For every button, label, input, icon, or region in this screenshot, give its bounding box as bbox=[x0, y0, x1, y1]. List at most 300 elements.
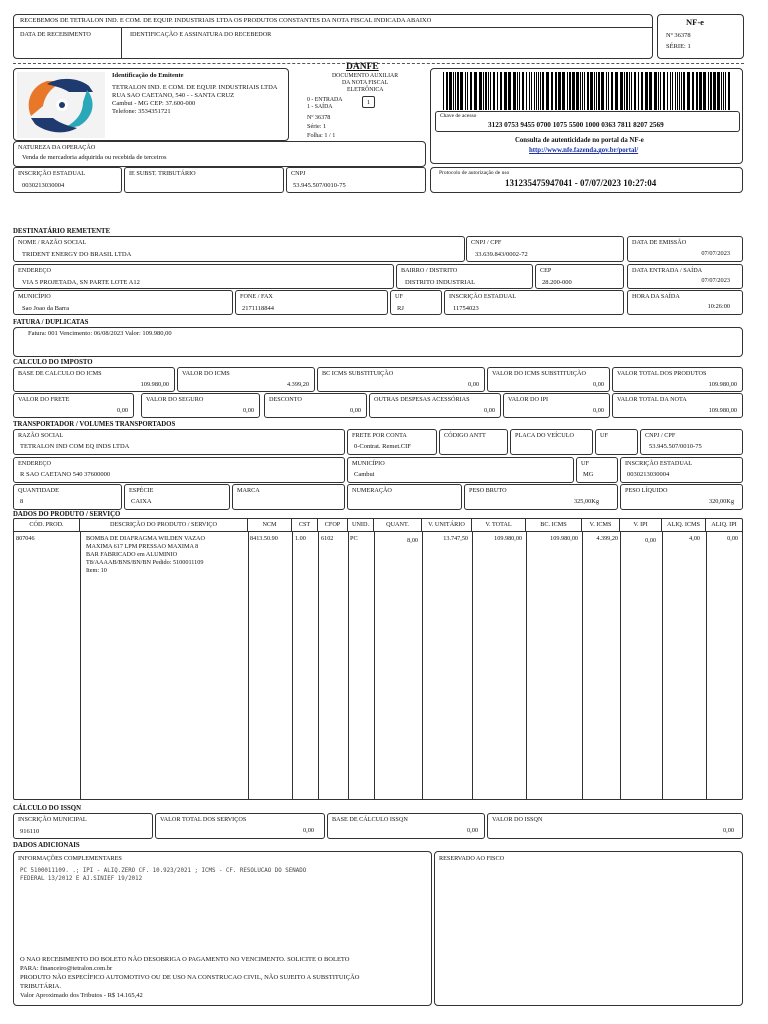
tr-qtd-cell bbox=[13, 484, 122, 510]
row-aliqipi: 0,00 bbox=[727, 535, 738, 542]
barcode-bar bbox=[696, 72, 698, 110]
imp-ipi-cell bbox=[503, 393, 610, 418]
emit-cnpj-value: 53.945.507/0010-75 bbox=[293, 182, 346, 189]
danfe-sub1: DOCUMENTO AUXILIAR bbox=[332, 73, 399, 79]
imp-frete-label: VALOR DO FRETE bbox=[18, 396, 70, 403]
canhoto-nfe: NF-e bbox=[686, 17, 704, 27]
tr-cnpj-label: CNPJ / CPF bbox=[645, 432, 676, 439]
dest-uf-cell bbox=[390, 290, 442, 315]
dest-nome-cell bbox=[13, 236, 465, 262]
issqn-section: CÁLCULO DO ISSQN bbox=[13, 805, 81, 812]
barcode-bar bbox=[536, 72, 537, 110]
tr-uf2-cell bbox=[576, 457, 618, 483]
barcode bbox=[441, 72, 733, 110]
imp-outras-cell bbox=[369, 393, 501, 418]
tr-uf2-value: MG bbox=[583, 471, 594, 478]
imposto-section: CALCULO DO IMPOSTO bbox=[13, 359, 93, 366]
row-desc-1: BOMBA DE DIAFRAGMA WILDEN VAZAO bbox=[86, 535, 205, 542]
barcode-bar bbox=[582, 72, 583, 110]
dest-ie-value: 11754023 bbox=[453, 305, 479, 312]
dest-emissao-cell bbox=[627, 236, 743, 262]
barcode-bar bbox=[534, 72, 535, 110]
imp-seguro-cell bbox=[141, 393, 260, 418]
barcode-bar bbox=[538, 72, 539, 110]
dest-hora-label: HORA DA SAÍDA bbox=[632, 293, 680, 300]
barcode-bar bbox=[624, 72, 625, 110]
imp-base-value: 109.980,00 bbox=[140, 381, 169, 389]
barcode-bar bbox=[626, 72, 628, 110]
row-desc-5: Item: 10 bbox=[86, 567, 107, 574]
row-vipi: 0,00 bbox=[645, 537, 656, 544]
barcode-bar bbox=[728, 72, 730, 110]
imp-outras-value: 0,00 bbox=[483, 407, 495, 415]
chave-box bbox=[435, 111, 740, 132]
danfe-sub2: DA NOTA FISCAL bbox=[342, 80, 389, 86]
issqn-servicos-label: VALOR TOTAL DOS SERVIÇOS bbox=[160, 816, 247, 823]
barcode-bar bbox=[649, 72, 652, 110]
fisco-box bbox=[434, 851, 743, 1006]
dest-nome-value: TRIDENT ENERGY DO BRASIL LTDA bbox=[22, 251, 132, 258]
barcode-bar bbox=[526, 72, 527, 110]
info-complementar-label: INFORMAÇÕES COMPLEMENTARES bbox=[18, 855, 122, 862]
barcode-bar bbox=[497, 72, 498, 110]
barcode-bar bbox=[504, 72, 507, 110]
info-line-1: O NAO RECEBIMENTO DO BOLETO NÃO DESOBRIGA O PAGAMENTO NO VENCIMENTO. SOLICITE O BOLETO bbox=[20, 956, 350, 963]
emitente-phone: Telefone: 3534351721 bbox=[112, 108, 171, 115]
dest-municipio-label: MUNICÍPIO bbox=[18, 293, 51, 300]
dest-entrada-value: 07/07/2023 bbox=[701, 277, 730, 285]
barcode-bar bbox=[551, 72, 553, 110]
barcode-bar bbox=[699, 72, 702, 110]
barcode-bar bbox=[455, 72, 456, 110]
tr-bruto-value: 325,00Kg bbox=[573, 498, 599, 506]
barcode-bar bbox=[654, 72, 657, 110]
barcode-bar bbox=[721, 72, 722, 110]
barcode-bar bbox=[723, 72, 724, 110]
emitente-box bbox=[13, 68, 289, 141]
tr-frete-value: 0-Contrat. Remet.CIF bbox=[354, 443, 411, 450]
tr-marca-cell bbox=[232, 484, 345, 510]
barcode-bar bbox=[580, 72, 581, 110]
danfe-tipo: 1 bbox=[366, 99, 371, 106]
barcode-bar bbox=[474, 72, 477, 110]
barcode-bar bbox=[717, 72, 720, 110]
tr-uf-label: UF bbox=[600, 432, 608, 439]
barcode-bar bbox=[490, 72, 491, 110]
dest-hora-value: 10:26:00 bbox=[707, 303, 730, 311]
emit-ie-cell bbox=[13, 167, 122, 193]
canhoto-nfe-box bbox=[657, 14, 744, 59]
produtos-section: DADOS DO PRODUTO / SERVIÇO bbox=[13, 511, 121, 518]
barcode-bar bbox=[485, 72, 487, 110]
destinatario-section: DESTINATÁRIO REMETENTE bbox=[13, 228, 111, 235]
consulta-text: Consulta de autenticidade no portal da NF-e bbox=[515, 137, 644, 144]
tr-razao-value: TETRALON IND COM EQ INDS LTDA bbox=[20, 443, 130, 450]
th-bcicms: BC. ICMS bbox=[526, 519, 582, 531]
danfe-block bbox=[292, 60, 426, 142]
protocolo-value: 131235475947041 - 07/07/2023 10:27:04 bbox=[505, 178, 657, 188]
dest-endereco-cell bbox=[13, 264, 394, 289]
dest-ie-cell bbox=[444, 290, 624, 315]
row-unid: PC bbox=[350, 535, 358, 542]
th-aliqipi: ALIQ. IPI bbox=[711, 521, 737, 528]
th-quant: QUANT. bbox=[374, 519, 422, 531]
imp-totalnota-label: VALOR TOTAL DA NOTA bbox=[617, 396, 687, 403]
th-vtotal: V. TOTAL bbox=[472, 519, 526, 531]
barcode-bar bbox=[645, 72, 648, 110]
dest-endereco-label: ENDEREÇO bbox=[18, 267, 51, 274]
dest-uf-label: UF bbox=[395, 293, 403, 300]
dest-endereco-value: VIA 5 PROJETADA, SN PARTE LOTE A12 bbox=[22, 279, 140, 286]
dest-bairro-value: DISTRITO INDUSTRIAL bbox=[405, 279, 476, 286]
tr-liquido-value: 320,00Kg bbox=[708, 498, 734, 506]
row-desc-2: MAXIMA 617 LPM PRESSAO MAXIMA 8 bbox=[86, 543, 199, 550]
dest-emissao-label: DATA DE EMISSÃO bbox=[632, 239, 687, 246]
emitente-heading: Identificação do Emitente bbox=[112, 72, 184, 79]
issqn-im-label: INSCRIÇÃO MUNICIPAL bbox=[18, 816, 87, 823]
row-quant: 8,00 bbox=[407, 537, 418, 544]
tr-municipio-cell bbox=[347, 457, 574, 483]
tr-frete-cell bbox=[347, 429, 437, 455]
issqn-valor-value: 0,00 bbox=[722, 827, 734, 835]
danfe-sub3: ELETRÔNICA bbox=[347, 87, 384, 93]
fatura-section: FATURA / DUPLICATAS bbox=[13, 319, 89, 326]
barcode-bar bbox=[449, 72, 452, 110]
dest-cep-value: 28.200-000 bbox=[542, 279, 572, 286]
tr-ie-value: 0030213030004 bbox=[627, 471, 670, 478]
row-desc-3: BAR FABRICADO em ALUMINIO bbox=[86, 551, 178, 558]
barcode-bar bbox=[672, 72, 673, 110]
barcode-bar bbox=[677, 72, 678, 110]
tr-razao-cell bbox=[13, 429, 345, 455]
emit-ie-label: INSCRIÇÃO ESTADUAL bbox=[18, 170, 86, 177]
tr-endereco-cell bbox=[13, 457, 345, 483]
danfe-serie: Série: 1 bbox=[307, 123, 327, 130]
canhoto-sign-label: IDENTIFICAÇÃO E ASSINATURA DO RECEBEDOR bbox=[130, 31, 272, 38]
barcode-bar bbox=[457, 72, 459, 110]
canhoto-date-label: DATA DE RECEBIMENTO bbox=[20, 31, 91, 38]
tr-placa-cell bbox=[510, 429, 593, 455]
imp-icms-label: VALOR DO ICMS bbox=[182, 370, 230, 377]
dest-cnpj-cell bbox=[466, 236, 624, 262]
barcode-bar bbox=[658, 72, 659, 110]
imp-totalprod-cell bbox=[612, 367, 743, 392]
imp-seguro-value: 0,00 bbox=[242, 407, 254, 415]
tr-uf2-label: UF bbox=[581, 460, 589, 467]
canhoto-number: Nº 36378 bbox=[666, 32, 691, 39]
canhoto-serie: SÉRIE: 1 bbox=[666, 43, 691, 50]
barcode-bar bbox=[683, 72, 685, 110]
th-cfop: CFOP bbox=[318, 519, 348, 531]
issqn-servicos-value: 0,00 bbox=[302, 827, 314, 835]
imp-totalnota-cell bbox=[612, 393, 743, 418]
dest-fone-cell bbox=[235, 290, 388, 315]
info-line-5: Valor Aproximado dos Tributos - R$ 14.165,42 bbox=[20, 992, 143, 999]
tr-marca-label: MARCA bbox=[237, 487, 260, 494]
barcode-bar bbox=[590, 72, 593, 110]
barcode-bar bbox=[629, 72, 630, 110]
tr-ie-label: INSCRIÇÃO ESTADUAL bbox=[625, 460, 693, 467]
tr-endereco-label: ENDEREÇO bbox=[18, 460, 51, 467]
tr-municipio-label: MUNICÍPIO bbox=[352, 460, 385, 467]
emit-ie-value: 0030213030004 bbox=[22, 182, 65, 189]
info-mono-1: PC 5100011109. .; IPI - ALIQ.ZERO CF. 10.923/2021 ; ICMS - CF. RESOLUCAO DO SENADO bbox=[20, 868, 307, 874]
imp-totalnota-value: 109.980,00 bbox=[708, 407, 737, 415]
barcode-bar bbox=[611, 72, 613, 110]
imp-icmsst-label: VALOR DO ICMS SUBSTITUIÇÃO bbox=[492, 370, 586, 377]
barcode-bar bbox=[483, 72, 484, 110]
info-line-3: PRODUTO NÃO ESPECÍFICO AUTOMOTIVO OU DE USO NA CONSTRUCAO CIVIL, NÃO SUJEITO A SUBSTITUIÇÃO bbox=[20, 974, 360, 981]
th-cod: CÓD. PROD. bbox=[14, 519, 80, 531]
danfe-folha: Folha: 1 / 1 bbox=[307, 132, 336, 139]
fatura-text: Fatura: 001 Vencimento: 06/08/2023 Valor: 109.980,00 bbox=[28, 330, 172, 337]
tr-placa-label: PLACA DO VEÍCULO bbox=[515, 432, 575, 439]
imp-desconto-value: 0,00 bbox=[349, 407, 361, 415]
dest-cnpj-label: CNPJ / CPF bbox=[471, 239, 502, 246]
dest-nome-label: NOME / RAZÃO SOCIAL bbox=[18, 239, 87, 246]
tr-endereco-value: R SAO CAETANO 540 37600000 bbox=[20, 471, 111, 478]
barcode-bar bbox=[522, 72, 524, 110]
emit-cnpj-label: CNPJ bbox=[291, 170, 306, 177]
barcode-bar bbox=[470, 72, 472, 110]
tr-qtd-value: 8 bbox=[20, 498, 24, 505]
canhoto bbox=[13, 14, 653, 59]
barcode-bar bbox=[670, 72, 671, 110]
barcode-bar bbox=[572, 72, 575, 110]
adicionais-section: DADOS ADICIONAIS bbox=[13, 842, 80, 849]
barcode-bar bbox=[546, 72, 549, 110]
tr-liquido-cell bbox=[620, 484, 743, 510]
dest-municipio-cell bbox=[13, 290, 233, 315]
danfe-tipo-box bbox=[362, 96, 375, 108]
row-cfop: 6102 bbox=[321, 535, 334, 542]
info-complementar-box bbox=[13, 851, 432, 1006]
natureza-value: Venda de mercadoria adquirida ou recebida de terceiros bbox=[22, 154, 167, 161]
fisco-label: RESERVADO AO FISCO bbox=[439, 855, 505, 862]
imp-icms-cell bbox=[177, 367, 315, 392]
barcode-bar bbox=[453, 72, 454, 110]
barcode-bar bbox=[634, 72, 636, 110]
tr-frete-label: FRETE POR CONTA bbox=[352, 432, 407, 439]
company-logo bbox=[17, 72, 105, 138]
barcode-bar bbox=[620, 72, 623, 110]
barcode-bar bbox=[587, 72, 589, 110]
consulta-url[interactable]: http://www.nfe.fazenda.gov.br/portal/ bbox=[529, 147, 639, 154]
barcode-bar bbox=[638, 72, 639, 110]
row-aliqicms: 4,00 bbox=[689, 535, 700, 542]
imp-frete-value: 0,00 bbox=[116, 407, 128, 415]
imp-icmsst-cell bbox=[487, 367, 610, 392]
tr-razao-label: RAZÃO SOCIAL bbox=[18, 432, 64, 439]
emitente-city: Cambui - MG CEP: 37.600-000 bbox=[112, 100, 196, 107]
row-ncm: 8413.50.90 bbox=[250, 535, 278, 542]
dest-hora-cell bbox=[627, 290, 743, 315]
dest-uf-value: RJ bbox=[397, 305, 404, 312]
imp-ipi-value: 0,00 bbox=[592, 407, 604, 415]
th-unid: UNID. bbox=[348, 519, 374, 531]
emit-cnpj-cell bbox=[286, 167, 426, 193]
dest-bairro-cell bbox=[396, 264, 533, 289]
dest-entrada-label: DATA ENTRADA / SAÍDA bbox=[632, 267, 703, 274]
dest-ie-label: INSCRIÇÃO ESTADUAL bbox=[449, 293, 517, 300]
danfe-number: Nº 36378 bbox=[307, 114, 331, 121]
imp-bcst-cell bbox=[317, 367, 485, 392]
danfe-title: DANFE bbox=[346, 62, 379, 72]
th-aliqicms: ALIQ. ICMS bbox=[662, 519, 706, 531]
th-vipi: V. IPI bbox=[620, 519, 662, 531]
barcode-bar bbox=[508, 72, 511, 110]
barcode-bar bbox=[660, 72, 661, 110]
dest-cep-cell bbox=[535, 264, 624, 289]
info-line-2: PARA: financeiro@tetralon.com.br bbox=[20, 965, 113, 972]
natureza-label: NATUREZA DA OPERAÇÃO bbox=[18, 144, 96, 151]
tr-antt-label: CÓDIGO ANTT bbox=[444, 432, 486, 439]
imp-frete-cell bbox=[13, 393, 134, 418]
fatura-box bbox=[13, 327, 743, 357]
tr-liquido-label: PESO LÍQUIDO bbox=[625, 487, 668, 494]
chave-label: Chave de acesso bbox=[440, 113, 477, 119]
barcode-bar bbox=[529, 72, 530, 110]
barcode-bar bbox=[631, 72, 632, 110]
issqn-servicos-cell bbox=[155, 813, 325, 839]
barcode-bar bbox=[725, 72, 726, 110]
issqn-valor-cell bbox=[487, 813, 743, 839]
tr-especie-label: ESPÉCIE bbox=[129, 487, 154, 494]
tr-cnpj-cell bbox=[640, 429, 743, 455]
protocolo-label: Protocolo de autorização de uso bbox=[439, 170, 510, 176]
row-cst: 1.00 bbox=[295, 535, 306, 542]
emit-iest-label: IE SUBST. TRIBUTÁRIO bbox=[129, 170, 196, 177]
barcode-bar bbox=[513, 72, 516, 110]
barcode-bar bbox=[517, 72, 518, 110]
barcode-bar bbox=[465, 72, 466, 110]
imp-totalprod-value: 109.980,00 bbox=[708, 381, 737, 389]
natureza-box bbox=[13, 141, 426, 167]
barcode-bar bbox=[687, 72, 690, 110]
th-ncm: NCM bbox=[248, 519, 292, 531]
barcode-bar bbox=[708, 72, 709, 110]
barcode-bar bbox=[596, 72, 597, 110]
th-desc: DESCRIÇÃO DO PRODUTO / SERVIÇO bbox=[80, 519, 248, 531]
row-vtotal: 109.980,00 bbox=[494, 535, 522, 542]
barcode-bar bbox=[519, 72, 520, 110]
imp-base-label: BASE DE CALCULO DO ICMS bbox=[18, 370, 102, 377]
imp-bcst-value: 0,00 bbox=[467, 381, 479, 389]
barcode-bar bbox=[443, 72, 444, 110]
transportador-section: TRANSPORTADOR / VOLUMES TRANSPORTADOS bbox=[13, 421, 176, 428]
row-bcicms: 109.980,00 bbox=[550, 535, 578, 542]
issqn-valor-label: VALOR DO ISSQN bbox=[492, 816, 543, 823]
issqn-im-value: 916110 bbox=[20, 828, 40, 835]
barcode-bar bbox=[667, 72, 668, 110]
tr-qtd-label: QUANTIDADE bbox=[18, 487, 59, 494]
issqn-base-cell bbox=[327, 813, 485, 839]
barcode-bar bbox=[493, 72, 495, 110]
barcode-bar bbox=[467, 72, 468, 110]
barcode-bar bbox=[606, 72, 607, 110]
barcode-bar bbox=[608, 72, 609, 110]
info-line-4: TRIBUTÁRIA. bbox=[20, 983, 61, 990]
tr-municipio-value: Cambui bbox=[354, 471, 375, 478]
barcode-bar bbox=[479, 72, 482, 110]
dest-bairro-label: BAIRRO / DISTRITO bbox=[401, 267, 458, 274]
tr-cnpj-value: 53.945.507/0010-75 bbox=[649, 443, 702, 450]
imp-icms-value: 4.399,20 bbox=[286, 381, 309, 389]
barcode-bar bbox=[531, 72, 532, 110]
tr-antt-cell bbox=[439, 429, 508, 455]
imp-seguro-label: VALOR DO SEGURO bbox=[146, 396, 204, 403]
barcode-bar bbox=[567, 72, 568, 110]
danfe-saida: 1 - SAÍDA bbox=[307, 104, 333, 110]
barcode-bar bbox=[446, 72, 448, 110]
imp-base-cell bbox=[13, 367, 175, 392]
row-vunit: 13.747,50 bbox=[443, 535, 468, 542]
tr-ie-cell bbox=[620, 457, 743, 483]
tr-bruto-label: PESO BRUTO bbox=[469, 487, 507, 494]
barcode-bar bbox=[681, 72, 682, 110]
barcode-bar bbox=[713, 72, 716, 110]
imp-desconto-label: DESCONTO bbox=[269, 396, 302, 403]
imp-totalprod-label: VALOR TOTAL DOS PRODUTOS bbox=[617, 370, 707, 377]
imp-desconto-cell bbox=[264, 393, 367, 418]
th-vicms: V. ICMS bbox=[582, 519, 620, 531]
barcode-bar bbox=[601, 72, 604, 110]
danfe-entrada: 0 - ENTRADA bbox=[307, 97, 343, 103]
tr-especie-value: CAIXA bbox=[131, 498, 152, 505]
barcode-bar bbox=[488, 72, 489, 110]
barcode-bar bbox=[569, 72, 571, 110]
issqn-base-label: BASE DE CÁLCULO ISSQN bbox=[332, 816, 408, 823]
barcode-bar bbox=[598, 72, 600, 110]
emitente-name: TETRALON IND. E COM. DE EQUIP. INDUSTRIAIS LTDA bbox=[112, 84, 278, 91]
emit-iest-cell bbox=[124, 167, 284, 193]
barcode-bar bbox=[542, 72, 544, 110]
imp-outras-label: OUTRAS DESPESAS ACESSÓRIAS bbox=[374, 396, 470, 403]
barcode-bar bbox=[562, 72, 565, 110]
dest-entrada-cell bbox=[627, 264, 743, 289]
barcode-bar bbox=[675, 72, 676, 110]
dest-municipio-value: Sao Joao da Barra bbox=[22, 305, 70, 312]
imp-ipi-label: VALOR DO IPI bbox=[508, 396, 549, 403]
dest-cnpj-value: 33.639.843/0002-72 bbox=[475, 251, 528, 258]
row-desc-4: T8/AAAAB/BNS/BN/BN Pedido: 5100011109 bbox=[86, 559, 204, 566]
tr-numeracao-cell bbox=[347, 484, 462, 510]
barcode-bar bbox=[663, 72, 665, 110]
barcode-bar bbox=[555, 72, 557, 110]
row-vicms: 4.399,20 bbox=[596, 535, 618, 542]
barcode-box bbox=[430, 68, 743, 164]
tr-bruto-cell bbox=[464, 484, 618, 510]
row-cod: 807046 bbox=[16, 535, 35, 542]
barcode-bar bbox=[500, 72, 502, 110]
barcode-bar bbox=[679, 72, 680, 110]
th-cst: CST bbox=[292, 519, 318, 531]
info-mono-2: FEDERAL 13/2012 E AJ.SINIEF 19/2012 bbox=[20, 876, 143, 882]
dest-fone-value: 2171118844 bbox=[242, 305, 275, 312]
dest-cep-label: CEP bbox=[540, 267, 552, 274]
chave-value: 3123 0753 9455 0700 1075 5500 1000 0363 7811 8207 2569 bbox=[488, 121, 664, 129]
barcode-bar bbox=[584, 72, 585, 110]
barcode-bar bbox=[576, 72, 579, 110]
tr-uf-cell bbox=[595, 429, 638, 455]
canhoto-title: RECEBEMOS DE TETRALON IND. E COM. DE EQUIP. INDUSTRIAIS LTDA OS PRODUTOS CONSTANTES DA NOTA FISCAL INDICADA ABAIXO bbox=[20, 17, 432, 24]
products-table bbox=[13, 518, 743, 800]
barcode-bar bbox=[710, 72, 712, 110]
tr-numeracao-label: NUMERAÇÃO bbox=[352, 487, 392, 494]
barcode-bar bbox=[460, 72, 463, 110]
dest-emissao-value: 07/07/2023 bbox=[701, 250, 730, 258]
protocolo-box bbox=[430, 167, 743, 193]
